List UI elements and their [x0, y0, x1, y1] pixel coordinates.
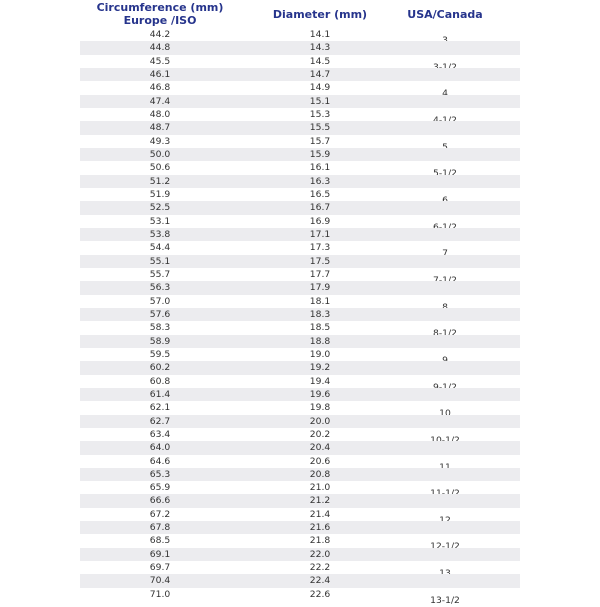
- circumference-cell: 67.8: [149, 522, 171, 534]
- usa-size-cell: 13-1/2: [430, 594, 460, 606]
- diameter-cell: 15.1: [309, 95, 331, 107]
- header-circumference: [80, 1, 240, 27]
- table-row: [80, 481, 520, 494]
- circumference-cell: 55.1: [149, 255, 171, 267]
- circumference-cell: 51.9: [149, 188, 171, 200]
- diameter-cell: 21.8: [309, 535, 331, 547]
- diameter-cell: 15.7: [309, 135, 331, 147]
- diameter-cell: 18.8: [309, 335, 331, 347]
- table-row: [80, 548, 520, 561]
- table-row: [80, 561, 520, 574]
- diameter-cell: 16.3: [309, 175, 331, 187]
- table-row: [80, 361, 520, 374]
- diameter-cell: 20.8: [309, 468, 331, 480]
- diameter-cell: 14.9: [309, 82, 331, 94]
- circumference-cell: 48.7: [149, 122, 171, 134]
- circumference-cell: 59.5: [149, 348, 171, 360]
- table-row: [80, 95, 520, 108]
- diameter-cell: 14.3: [309, 42, 331, 54]
- header-diameter: Diameter (mm): [272, 8, 368, 21]
- circumference-cell: 51.2: [149, 175, 171, 187]
- table-row: [80, 228, 520, 241]
- table-row: [80, 295, 520, 308]
- table-row: [80, 348, 520, 361]
- table-row: [80, 468, 520, 481]
- diameter-cell: 21.4: [309, 508, 331, 520]
- diameter-cell: 17.1: [309, 228, 331, 240]
- diameter-cell: 16.5: [309, 188, 331, 200]
- circumference-cell: 67.2: [149, 508, 171, 520]
- table-row: [80, 188, 520, 201]
- diameter-cell: 18.1: [309, 295, 331, 307]
- circumference-cell: 66.6: [149, 495, 171, 507]
- table-row: [80, 121, 520, 134]
- table-row: [80, 574, 520, 587]
- circumference-cell: 44.8: [149, 42, 171, 54]
- diameter-cell: 21.0: [309, 482, 331, 494]
- circumference-cell: 65.3: [149, 468, 171, 480]
- circumference-cell: 69.1: [149, 548, 171, 560]
- circumference-cell: 58.9: [149, 335, 171, 347]
- table-row: [80, 148, 520, 161]
- table-row: [80, 281, 520, 294]
- diameter-cell: 14.1: [309, 29, 331, 40]
- diameter-cell: 15.9: [309, 148, 331, 160]
- diameter-cell: 19.4: [309, 375, 331, 387]
- table-row: [80, 588, 520, 606]
- circumference-cell: 57.0: [149, 295, 171, 307]
- size-table: [80, 28, 520, 606]
- table-row: [80, 428, 520, 441]
- diameter-cell: 18.5: [309, 322, 331, 334]
- circumference-cell: 53.1: [149, 215, 171, 227]
- circumference-cell: 63.4: [149, 428, 171, 440]
- table-row: [80, 68, 520, 81]
- circumference-cell: 50.6: [149, 162, 171, 174]
- circumference-cell: 46.1: [149, 68, 171, 80]
- diameter-cell: 16.1: [309, 162, 331, 174]
- diameter-cell: 16.7: [309, 202, 331, 214]
- circumference-cell: 55.7: [149, 268, 171, 280]
- diameter-cell: 20.6: [309, 455, 331, 467]
- table-row: [80, 201, 520, 214]
- diameter-cell: 22.2: [309, 562, 331, 574]
- circumference-cell: 50.0: [149, 148, 171, 160]
- table-row: [80, 175, 520, 188]
- table-row: [80, 415, 520, 428]
- table-row: [80, 401, 520, 414]
- circumference-cell: 62.7: [149, 415, 171, 427]
- circumference-cell: 56.3: [149, 282, 171, 294]
- table-row: [80, 534, 520, 547]
- diameter-cell: 20.2: [309, 428, 331, 440]
- table-row: [80, 455, 520, 468]
- diameter-cell: 15.3: [309, 108, 331, 120]
- circumference-cell: 60.8: [149, 375, 171, 387]
- table-row: [80, 108, 520, 121]
- circumference-cell: 58.3: [149, 322, 171, 334]
- diameter-cell: 22.4: [309, 575, 331, 587]
- table-row: [80, 55, 520, 68]
- circumference-cell: 49.3: [149, 135, 171, 147]
- circumference-cell: 52.5: [149, 202, 171, 214]
- circumference-cell: 57.6: [149, 308, 171, 320]
- circumference-cell: 71.0: [149, 588, 171, 600]
- diameter-cell: 22.0: [309, 548, 331, 560]
- circumference-cell: 54.4: [149, 242, 171, 254]
- table-row: [80, 521, 520, 534]
- diameter-cell: 19.8: [309, 402, 331, 414]
- circumference-cell: 45.5: [149, 55, 171, 67]
- diameter-cell: 19.2: [309, 362, 331, 374]
- diameter-cell: 21.6: [309, 522, 331, 534]
- table-row: [80, 388, 520, 401]
- diameter-cell: 20.0: [309, 415, 331, 427]
- diameter-cell: 17.7: [309, 268, 331, 280]
- diameter-cell: 14.7: [309, 68, 331, 80]
- header-circumference-line2: Europe /ISO: [123, 14, 197, 27]
- header-usa-canada: USA/Canada: [407, 8, 483, 21]
- table-row: [80, 241, 520, 254]
- diameter-cell: 18.3: [309, 308, 331, 320]
- diameter-cell: 17.9: [309, 282, 331, 294]
- circumference-cell: 70.4: [149, 575, 171, 587]
- table-row: [80, 135, 520, 148]
- table-row: [80, 215, 520, 228]
- header-circumference-line1: Circumference (mm): [96, 1, 224, 14]
- diameter-cell: 19.6: [309, 388, 331, 400]
- circumference-cell: 62.1: [149, 402, 171, 414]
- table-header: [80, 0, 520, 28]
- diameter-cell: 19.0: [309, 348, 331, 360]
- table-row: [80, 375, 520, 388]
- circumference-cell: 61.4: [149, 388, 171, 400]
- table-row: [80, 41, 520, 54]
- table-row: [80, 161, 520, 174]
- diameter-cell: 16.9: [309, 215, 331, 227]
- circumference-cell: 64.0: [149, 442, 171, 454]
- table-row: [80, 268, 520, 281]
- diameter-cell: 17.3: [309, 242, 331, 254]
- table-row: [80, 321, 520, 334]
- circumference-cell: 47.4: [149, 95, 171, 107]
- table-row: [80, 335, 520, 348]
- table-row: [80, 441, 520, 454]
- diameter-cell: 14.5: [309, 55, 331, 67]
- circumference-cell: 44.2: [149, 29, 171, 40]
- circumference-cell: 64.6: [149, 455, 171, 467]
- diameter-cell: 22.6: [309, 588, 331, 600]
- circumference-cell: 53.8: [149, 228, 171, 240]
- diameter-cell: 17.5: [309, 255, 331, 267]
- circumference-cell: 69.7: [149, 562, 171, 574]
- table-row: [80, 308, 520, 321]
- circumference-cell: 68.5: [149, 535, 171, 547]
- circumference-cell: 48.0: [149, 108, 171, 120]
- diameter-cell: 15.5: [309, 122, 331, 134]
- table-row: [80, 255, 520, 268]
- table-row: [80, 28, 520, 41]
- diameter-cell: 20.4: [309, 442, 331, 454]
- diameter-cell: 21.2: [309, 495, 331, 507]
- table-row: [80, 81, 520, 94]
- circumference-cell: 60.2: [149, 362, 171, 374]
- table-row: [80, 508, 520, 521]
- table-row: [80, 494, 520, 507]
- circumference-cell: 46.8: [149, 82, 171, 94]
- circumference-cell: 65.9: [149, 482, 171, 494]
